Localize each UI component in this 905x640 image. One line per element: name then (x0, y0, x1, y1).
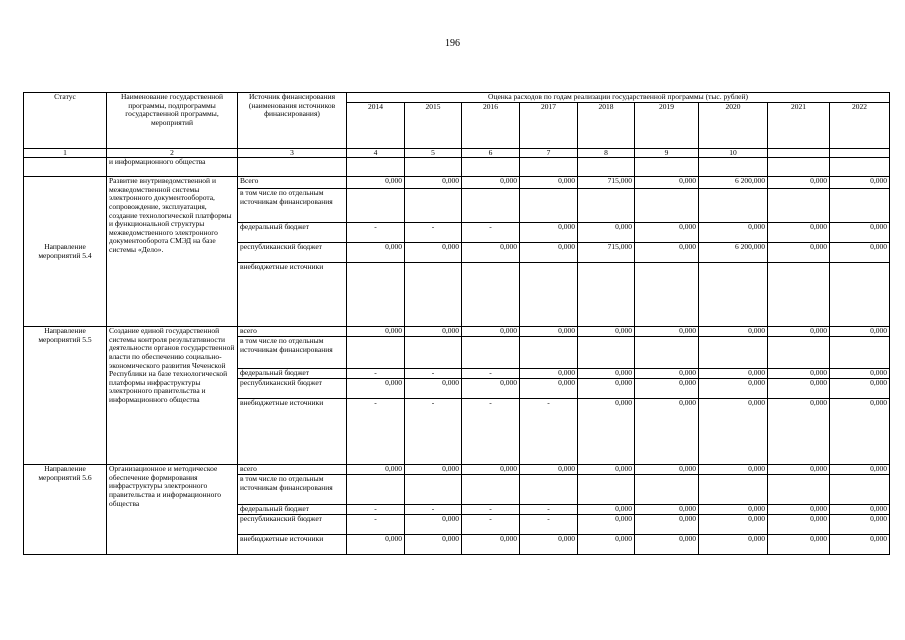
value-cell: - (462, 399, 520, 465)
source-cell: всего (238, 465, 347, 475)
value-cell: 0,000 (768, 515, 830, 535)
value-cell: 0,000 (699, 379, 768, 399)
header-year-2018: 2018 (578, 102, 635, 148)
value-cell: - (520, 399, 578, 465)
value-cell: 0,000 (347, 379, 405, 399)
value-cell: 0,000 (462, 243, 520, 263)
value-cell: 0,000 (635, 177, 699, 189)
value-cell: 0,000 (830, 399, 890, 465)
value-cell: 0,000 (830, 223, 890, 243)
status-cell (24, 158, 107, 177)
value-cell: 0,000 (830, 243, 890, 263)
value-cell: 0,000 (462, 465, 520, 475)
value-cell: 0,000 (768, 535, 830, 555)
value-cell: - (347, 399, 405, 465)
value-cell (635, 337, 699, 369)
value-cell: - (405, 223, 462, 243)
continuation-text: и информационного общества (107, 158, 238, 177)
column-number: 6 (462, 148, 520, 158)
value-cell: 0,000 (520, 327, 578, 337)
table-row (24, 327, 890, 337)
value-cell: 0,000 (830, 505, 890, 515)
value-cell: 0,000 (520, 223, 578, 243)
value-cell (830, 158, 890, 177)
value-cell: 0,000 (699, 535, 768, 555)
value-cell: 0,000 (578, 223, 635, 243)
value-cell: 0,000 (347, 535, 405, 555)
value-cell: 0,000 (830, 327, 890, 337)
value-cell: 0,000 (462, 177, 520, 189)
value-cell: 0,000 (520, 535, 578, 555)
value-cell: - (347, 369, 405, 379)
value-cell (462, 337, 520, 369)
header-year-2021: 2021 (768, 102, 830, 148)
status-cell: Направление мероприятий 5.5 (24, 327, 107, 465)
value-cell: 0,000 (768, 379, 830, 399)
value-cell: - (462, 223, 520, 243)
value-cell: 0,000 (635, 243, 699, 263)
value-cell: 0,000 (635, 223, 699, 243)
value-cell: 0,000 (699, 505, 768, 515)
value-cell: - (405, 369, 462, 379)
value-cell: 0,000 (405, 379, 462, 399)
value-cell: 0,000 (347, 177, 405, 189)
column-number-row (24, 148, 890, 158)
value-cell (699, 263, 768, 327)
value-cell (578, 263, 635, 327)
value-cell: 0,000 (635, 465, 699, 475)
value-cell: 0,000 (830, 369, 890, 379)
value-cell: 0,000 (347, 327, 405, 337)
header-status: Статус (24, 93, 107, 149)
value-cell: 0,000 (520, 177, 578, 189)
header-year-2022: 2022 (830, 102, 890, 148)
source-cell: федеральный бюджет (238, 223, 347, 243)
source-cell: федеральный бюджет (238, 369, 347, 379)
column-number (768, 148, 830, 158)
value-cell (830, 475, 890, 505)
page-number: 196 (445, 38, 460, 49)
source-cell: внебюджетные источники (238, 535, 347, 555)
value-cell: 0,000 (699, 515, 768, 535)
value-cell: 0,000 (635, 505, 699, 515)
value-cell: 0,000 (699, 399, 768, 465)
value-cell (405, 337, 462, 369)
continuation-row (24, 158, 890, 177)
value-cell: 0,000 (699, 369, 768, 379)
source-cell (238, 158, 347, 177)
value-cell: 0,000 (768, 327, 830, 337)
value-cell: - (347, 515, 405, 535)
source-cell: федеральный бюджет (238, 505, 347, 515)
value-cell (578, 475, 635, 505)
value-cell (635, 158, 699, 177)
value-cell: - (462, 505, 520, 515)
value-cell: 0,000 (578, 465, 635, 475)
column-number: 2 (107, 148, 238, 158)
value-cell: 0,000 (830, 535, 890, 555)
source-cell: Всего (238, 177, 347, 189)
header-year-2014: 2014 (347, 102, 405, 148)
table-row (24, 177, 890, 189)
source-cell: в том числе по отдельным источникам финансирования (238, 189, 347, 223)
column-number: 10 (699, 148, 768, 158)
value-cell: 0,000 (699, 223, 768, 243)
value-cell (520, 337, 578, 369)
value-cell (699, 189, 768, 223)
value-cell (768, 337, 830, 369)
value-cell (578, 158, 635, 177)
source-cell: республиканский бюджет (238, 515, 347, 535)
value-cell (578, 337, 635, 369)
header-year-2020: 2020 (699, 102, 768, 148)
value-cell (405, 189, 462, 223)
source-cell: всего (238, 327, 347, 337)
table-row (24, 465, 890, 475)
value-cell: 0,000 (578, 515, 635, 535)
value-cell: 0,000 (462, 379, 520, 399)
value-cell: 0,000 (768, 505, 830, 515)
header-year-2016: 2016 (462, 102, 520, 148)
value-cell (520, 158, 578, 177)
table-body (24, 158, 890, 555)
value-cell: 0,000 (405, 465, 462, 475)
value-cell: 0,000 (830, 465, 890, 475)
value-cell: 0,000 (405, 177, 462, 189)
value-cell (347, 337, 405, 369)
measure-name-cell: Организационное и методическое обеспечение формирования инфраструктуры электронного правительства и информационного общества (107, 465, 238, 555)
value-cell: 0,000 (635, 535, 699, 555)
value-cell (462, 475, 520, 505)
value-cell: 0,000 (578, 535, 635, 555)
value-cell (520, 189, 578, 223)
column-number: 5 (405, 148, 462, 158)
value-cell (405, 158, 462, 177)
header-estimate: Оценка расходов по годам реализации государственной программы (тыс. рублей) (347, 93, 890, 103)
value-cell (462, 263, 520, 327)
value-cell (405, 263, 462, 327)
value-cell (830, 189, 890, 223)
column-number: 9 (635, 148, 699, 158)
value-cell: 0,000 (635, 369, 699, 379)
value-cell: 0,000 (347, 465, 405, 475)
value-cell (768, 158, 830, 177)
value-cell: 0,000 (699, 327, 768, 337)
column-number (830, 148, 890, 158)
value-cell: 0,000 (768, 465, 830, 475)
value-cell: 0,000 (635, 379, 699, 399)
value-cell: 0,000 (768, 369, 830, 379)
measure-name-cell: Развитие внутриведомственной и межведомственной системы электронного документооборота, сопровождение, эксплуатация, создание технологической платформы и функциональной структуры межведомственного электронного документооборота СМЭД на базе системы «Дело». (107, 177, 238, 327)
budget-table (23, 92, 890, 555)
source-cell: в том числе по отдельным источникам финансирования (238, 337, 347, 369)
value-cell: 0,000 (768, 177, 830, 189)
value-cell (347, 189, 405, 223)
value-cell: - (520, 515, 578, 535)
value-cell: 0,000 (699, 465, 768, 475)
measure-name-cell: Создание единой государственной системы контроля результативности деятельности органов государственной власти по обеспечению социально-экономического развития Чеченской Республики на базе технологической платформы инфраструктуры электронного правительства и информационного общества (107, 327, 238, 465)
header-program-name: Наименование государственной программы, подпрограммы государственной программы, мероприятий (107, 93, 238, 149)
header-year-2019: 2019 (635, 102, 699, 148)
value-cell: - (405, 505, 462, 515)
value-cell (635, 189, 699, 223)
value-cell (768, 475, 830, 505)
value-cell: 0,000 (830, 515, 890, 535)
source-cell: в том числе по отдельным источникам финансирования (238, 475, 347, 505)
column-number: 8 (578, 148, 635, 158)
value-cell (768, 263, 830, 327)
value-cell (578, 189, 635, 223)
value-cell (347, 263, 405, 327)
value-cell: 0,000 (405, 327, 462, 337)
column-number: 1 (24, 148, 107, 158)
column-number: 4 (347, 148, 405, 158)
value-cell: 0,000 (768, 243, 830, 263)
value-cell: 0,000 (768, 399, 830, 465)
value-cell: - (462, 515, 520, 535)
value-cell (635, 475, 699, 505)
value-cell: 0,000 (405, 515, 462, 535)
value-cell (768, 189, 830, 223)
value-cell: - (347, 223, 405, 243)
value-cell (520, 263, 578, 327)
value-cell: 0,000 (347, 243, 405, 263)
value-cell: - (405, 399, 462, 465)
value-cell: 0,000 (520, 243, 578, 263)
value-cell: 715,000 (578, 177, 635, 189)
value-cell: 0,000 (830, 379, 890, 399)
value-cell (520, 475, 578, 505)
value-cell (635, 263, 699, 327)
value-cell (830, 263, 890, 327)
value-cell (699, 337, 768, 369)
value-cell: 0,000 (578, 327, 635, 337)
source-cell: республиканский бюджет (238, 243, 347, 263)
value-cell: 0,000 (462, 535, 520, 555)
value-cell: 0,000 (830, 177, 890, 189)
column-number: 7 (520, 148, 578, 158)
value-cell (405, 475, 462, 505)
value-cell: - (462, 369, 520, 379)
value-cell: 0,000 (635, 399, 699, 465)
column-number: 3 (238, 148, 347, 158)
table-header (24, 93, 890, 158)
header-source: Источник финансирования (наименования источников финансирования) (238, 93, 347, 149)
header-year-2015: 2015 (405, 102, 462, 148)
value-cell: 0,000 (578, 399, 635, 465)
value-cell: 6 200,000 (699, 177, 768, 189)
header-year-2017: 2017 (520, 102, 578, 148)
value-cell: 0,000 (520, 369, 578, 379)
source-cell: республиканский бюджет (238, 379, 347, 399)
value-cell (462, 158, 520, 177)
value-cell: 0,000 (768, 223, 830, 243)
value-cell: 6 200,000 (699, 243, 768, 263)
source-cell: внебюджетные источники (238, 263, 347, 327)
status-cell: Направление мероприятий 5.4 (24, 177, 107, 327)
status-cell: Направление мероприятий 5.6 (24, 465, 107, 555)
value-cell: 0,000 (520, 465, 578, 475)
value-cell (347, 475, 405, 505)
value-cell: 0,000 (635, 327, 699, 337)
value-cell: 0,000 (405, 243, 462, 263)
value-cell: 0,000 (578, 369, 635, 379)
value-cell: 0,000 (405, 535, 462, 555)
value-cell: 0,000 (635, 515, 699, 535)
value-cell: - (520, 505, 578, 515)
value-cell (462, 189, 520, 223)
value-cell: 0,000 (520, 379, 578, 399)
value-cell (699, 158, 768, 177)
source-cell: внебюджетные источники (238, 399, 347, 465)
value-cell: 0,000 (462, 327, 520, 337)
value-cell: - (347, 505, 405, 515)
value-cell (830, 337, 890, 369)
value-cell (347, 158, 405, 177)
value-cell (699, 475, 768, 505)
value-cell: 715,000 (578, 243, 635, 263)
value-cell: 0,000 (578, 505, 635, 515)
value-cell: 0,000 (578, 379, 635, 399)
